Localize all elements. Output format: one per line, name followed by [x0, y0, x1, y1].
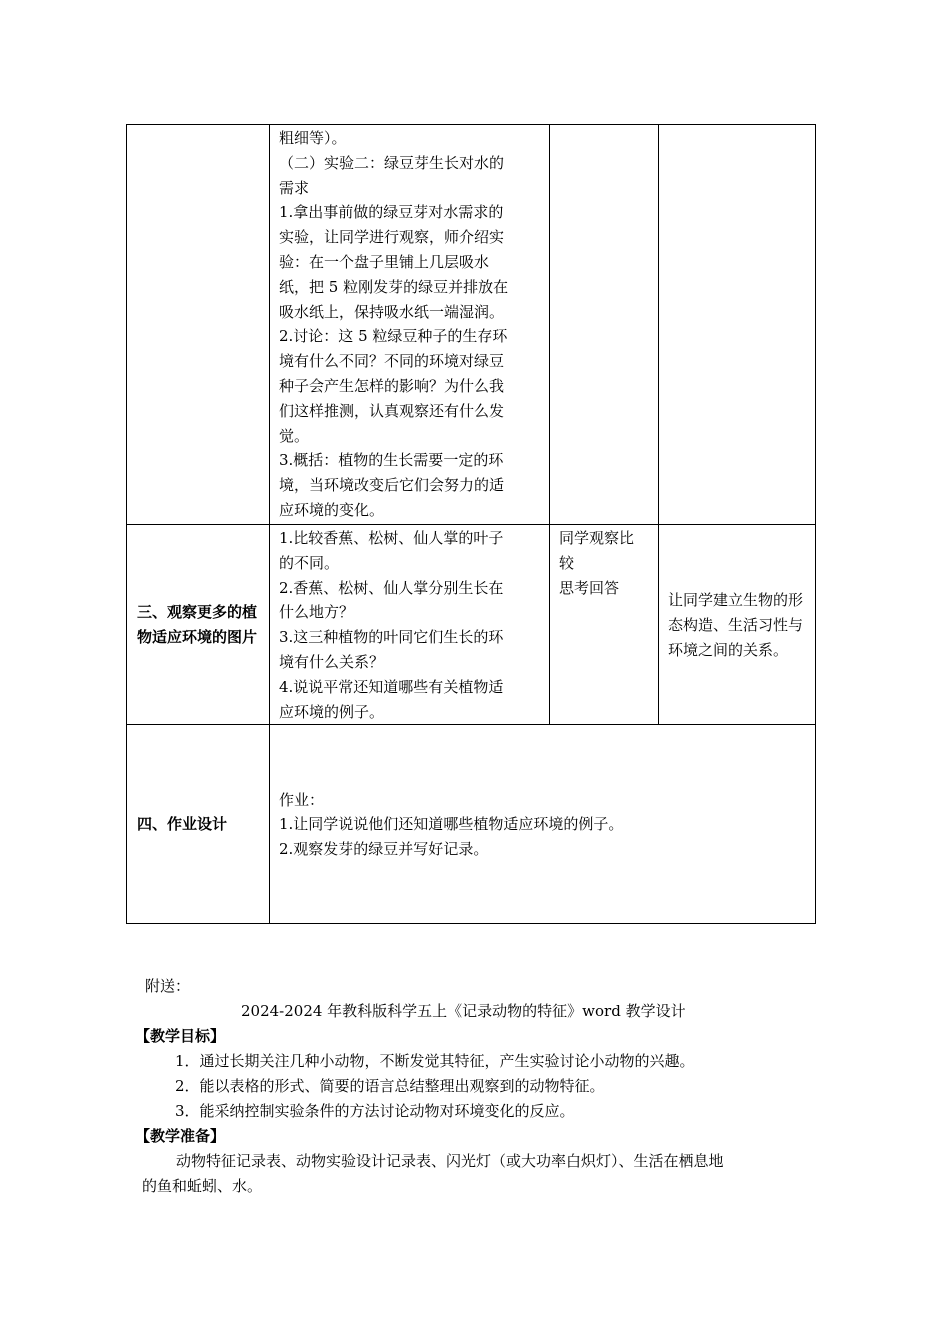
homework-text-line: 作业： — [279, 790, 325, 809]
stage-cell-observe-plants: 三、观察更多的植物适应环境的图片 — [127, 525, 270, 725]
homework-text-line: 1.让同学说说他们还知道哪些植物适应环境的例子。 — [279, 815, 624, 834]
student-activity-line: 同学观察比 — [559, 529, 635, 547]
process-cell-experiment — [270, 125, 550, 525]
preparation-text-continued: 的鱼和蚯蚓、水。 — [142, 1177, 263, 1195]
objective-item: 2．能以表格的形式、简要的语言总结整理出观察到的动物特征。 — [175, 1077, 605, 1095]
homework-text-line: 2.观察发芽的绿豆并写好记录。 — [279, 840, 489, 859]
process-text-line: 粗细等）。 — [279, 129, 347, 147]
process-text-line: 验：在一个盘子里铺上几层吸水 — [279, 252, 490, 271]
process-text-line: （二）实验二：绿豆芽生长对水的 — [279, 153, 505, 172]
process-text-line: 应环境的例子。 — [279, 702, 385, 721]
table-row-homework — [127, 725, 816, 924]
process-text-line: 种子会产生怎样的影响？为什么我 — [279, 376, 505, 395]
process-text-line: 实验，让同学进行观察，师介绍实 — [279, 228, 505, 247]
objective-item: 1．通过长期关注几种小动物，不断发觉其特征，产生实验讨论小动物的兴趣。 — [175, 1052, 695, 1070]
process-text-line: 3.概括：植物的生长需要一定的环 — [279, 451, 504, 470]
appendix-title: 2024-2024 年教科版科学五上《记录动物的特征》word 教学设计 — [241, 1002, 686, 1020]
stage-cell-empty — [127, 125, 270, 525]
process-text-line: 什么地方？ — [279, 603, 355, 622]
process-text-line: 需求 — [279, 178, 310, 197]
design-intent-cell — [659, 525, 816, 725]
table-row-experiment — [127, 125, 816, 525]
homework-cell — [270, 725, 816, 924]
process-text-line: 应环境的变化。 — [279, 500, 385, 519]
design-intent-text: 让同学建立生物的形态构造、生活习性与环境之间的关系。 — [668, 591, 804, 660]
preparation-heading: 【教学准备】 — [135, 1127, 226, 1145]
lesson-plan-table — [126, 124, 816, 924]
process-text-line: 4.说说平常还知道哪些有关植物适 — [279, 677, 504, 696]
process-text-line: 1.拿出事前做的绿豆芽对水需求的 — [279, 203, 504, 222]
process-text-line: 境，当环境改变后它们会努力的适 — [279, 476, 505, 495]
process-text-line: 1.比较香蕉、松树、仙人掌的叶子 — [279, 529, 504, 547]
student-activity-line: 思考回答 — [559, 578, 620, 597]
stage-cell-homework: 四、作业设计 — [127, 725, 270, 924]
intent-cell-empty — [659, 125, 816, 525]
objective-item: 3．能采纳控制实验条件的方法讨论动物对环境变化的反应。 — [175, 1102, 575, 1120]
process-text-line: 境有什么不同？不同的环境对绿豆 — [279, 352, 505, 371]
process-cell-observe-plants — [270, 525, 550, 725]
process-text-line: 觉。 — [279, 426, 310, 445]
student-activity-line: 较 — [559, 553, 575, 572]
process-text-line: 吸水纸上，保持吸水纸一端湿润。 — [279, 302, 505, 321]
process-text-line: 们这样推测，认真观察还有什么发 — [279, 401, 505, 420]
process-text-line: 纸，把 5 粒刚发芽的绿豆并排放在 — [279, 277, 509, 296]
preparation-text: 动物特征记录表、动物实验设计记录表、闪光灯（或大功率白炽灯）、生活在栖息地 — [176, 1152, 724, 1170]
student-activity-cell — [550, 525, 659, 725]
process-text-line: 2.讨论：这 5 粒绿豆种子的生存环 — [279, 327, 508, 346]
objectives-heading: 【教学目标】 — [135, 1027, 226, 1045]
table-row-observe-plants — [127, 525, 816, 725]
student-cell-empty — [550, 125, 659, 525]
process-text-line: 2.香蕉、松树、仙人掌分别生长在 — [279, 578, 504, 597]
process-text-line: 境有什么关系？ — [279, 652, 385, 671]
process-text-line: 3.这三种植物的叶同它们生长的环 — [279, 628, 504, 647]
appendix-label: 附送： — [145, 977, 191, 995]
process-text-line: 的不同。 — [279, 553, 340, 572]
